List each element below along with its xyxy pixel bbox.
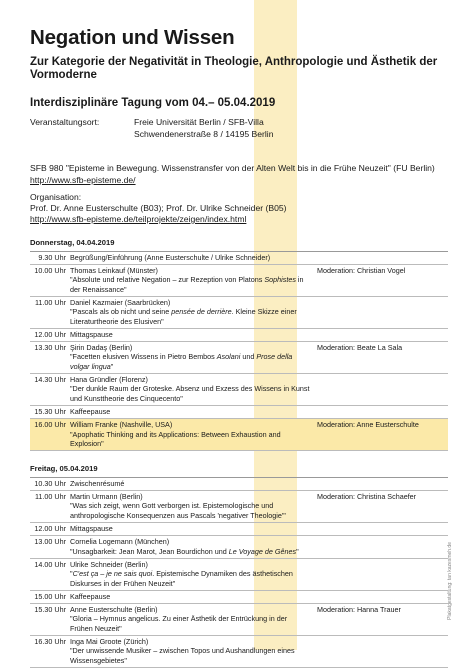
entry-speaker: Cornelia Logemann (München) bbox=[70, 537, 170, 547]
entry-speaker: Begrüßung/Einführung (Anne Eusterschulte / Ulrike Schneider) bbox=[70, 252, 271, 262]
day-heading: Donnerstag, 04.04.2019 bbox=[30, 238, 448, 252]
entry-talk-title: "Apophatic Thinking and its Applications: Between Exhaustion and Explosion" bbox=[70, 429, 281, 449]
program-entry bbox=[30, 536, 448, 559]
entry-body bbox=[70, 266, 310, 295]
entry-talk-title: "Pascals als ob nicht und seine pensée de derrière. Kleine Skizze einer Literaturtheorie des Elusiven" bbox=[70, 307, 297, 326]
entry-time: 13.00 Uhr bbox=[34, 537, 66, 547]
project-link[interactable]: http://www.sfb-episteme.de/ bbox=[30, 175, 136, 185]
entry-body bbox=[70, 592, 310, 602]
entry-moderation: Moderation: Christian Vogel bbox=[317, 265, 406, 275]
conference-date: Interdisziplinäre Tagung vom 04.– 05.04.2019 bbox=[30, 97, 276, 109]
entry-time: 15.30 Uhr bbox=[34, 407, 66, 417]
program-entry bbox=[30, 297, 448, 329]
entry-talk-title: "Der unwissende Musiker – zwischen Topos und Aushandlungen eines Wissensgebietes" bbox=[70, 646, 295, 665]
entry-speaker: Kaffeepause bbox=[70, 591, 111, 601]
entry-speaker: Anne Eusterschulte (Berlin) bbox=[70, 604, 158, 614]
program-entry bbox=[30, 342, 448, 374]
entry-body bbox=[70, 537, 310, 556]
venue-label: Veranstaltungsort: bbox=[30, 117, 100, 127]
program-entry bbox=[30, 523, 448, 536]
venue-block bbox=[30, 116, 448, 140]
entry-speaker: Kaffeepause bbox=[70, 407, 111, 417]
entry-time: 12.00 Uhr bbox=[34, 523, 66, 533]
entry-time: 15.30 Uhr bbox=[34, 604, 66, 614]
program-entry bbox=[30, 265, 448, 297]
entry-speaker: Zwischenrésumé bbox=[70, 478, 125, 488]
day-heading: Freitag, 05.04.2019 bbox=[30, 464, 448, 478]
entry-time: 15.00 Uhr bbox=[34, 591, 66, 601]
venue-line-2: Schwendenerstraße 8 / 14195 Berlin bbox=[134, 129, 274, 139]
entry-body bbox=[70, 407, 310, 417]
poster-content bbox=[30, 26, 448, 668]
program-entry bbox=[30, 374, 448, 406]
project-text: SFB 980 "Episteme in Bewegung. Wissenstransfer von der Alten Welt bis in die Frühe Neuzeit" (FU Berlin) bbox=[30, 163, 435, 173]
entry-body bbox=[70, 330, 310, 340]
entry-time: 11.00 Uhr bbox=[34, 297, 66, 307]
entry-time: 12.00 Uhr bbox=[34, 329, 66, 339]
entry-speaker: Inga Mai Groote (Zürich) bbox=[70, 636, 149, 646]
entry-speaker: Daniel Kazmaier (Saarbrücken) bbox=[70, 297, 171, 307]
venue-line-1: Freie Universität Berlin / SFB-Villa bbox=[134, 117, 264, 127]
entry-body bbox=[70, 253, 310, 263]
entry-body bbox=[70, 298, 310, 327]
program-entry bbox=[30, 636, 448, 668]
entry-talk-title: "Absolute und relative Negation – zur Rezeption von Platons Sophistes in der Renaissance" bbox=[70, 275, 304, 294]
program-entry bbox=[30, 604, 448, 636]
entry-body bbox=[70, 637, 310, 666]
program-entry bbox=[30, 591, 448, 604]
entry-body bbox=[70, 375, 310, 404]
entry-talk-title: "C'est ça – je ne sais quoi. Epistemische Dynamiken des ästhetischen Diskurses in der Frühen Neuzeit" bbox=[70, 569, 293, 588]
entry-moderation: Moderation: Christina Schaefer bbox=[317, 491, 417, 501]
entry-body bbox=[70, 560, 310, 589]
entry-moderation: Moderation: Hanna Trauer bbox=[317, 604, 401, 614]
page-subtitle: Zur Kategorie der Negativität in Theologie, Anthropologie und Ästhetik der Vormoderne bbox=[30, 56, 438, 81]
design-credit: Plakatgestaltung: tan kazesmeh.de bbox=[447, 542, 453, 620]
entry-time: 9.30 Uhr bbox=[38, 252, 66, 262]
program-entry bbox=[30, 329, 448, 342]
organisation-names: Prof. Dr. Anne Eusterschulte (B03); Prof. Dr. Ulrike Schneider (B05) bbox=[30, 203, 287, 213]
program-entry bbox=[30, 478, 448, 491]
organisation-label: Organisation: bbox=[30, 192, 82, 202]
entry-talk-title: "Unsagbarkeit: Jean Marot, Jean Bourdichon und Le Voyage de Gênes" bbox=[70, 546, 299, 556]
program-entry bbox=[30, 406, 448, 419]
entry-speaker: Ulrike Schneider (Berlin) bbox=[70, 559, 148, 569]
entry-body bbox=[70, 524, 310, 534]
entry-speaker: Thomas Leinkauf (Münster) bbox=[70, 265, 158, 275]
organisation-block bbox=[30, 192, 448, 225]
organisation-link[interactable]: http://www.sfb-episteme.de/teilprojekte/zeigen/index.html bbox=[30, 214, 247, 224]
entry-body bbox=[70, 420, 310, 449]
entry-time: 13.30 Uhr bbox=[34, 342, 66, 352]
program-entry bbox=[30, 559, 448, 591]
entry-speaker: Şirin Dadaş (Berlin) bbox=[70, 342, 133, 352]
entry-time: 10.30 Uhr bbox=[34, 478, 66, 488]
entry-body bbox=[70, 605, 310, 634]
program-entry bbox=[30, 419, 448, 451]
program-entry bbox=[30, 491, 448, 523]
program-entry bbox=[30, 252, 448, 265]
entry-time: 10.00 Uhr bbox=[34, 265, 66, 275]
entry-time: 14.30 Uhr bbox=[34, 374, 66, 384]
entry-speaker: Hana Gründler (Florenz) bbox=[70, 374, 148, 384]
entry-speaker: William Franke (Nashville, USA) bbox=[70, 420, 173, 430]
entry-talk-title: "Facetten elusiven Wissens in Pietro Bembos Asolani und Prose della volgar lingua" bbox=[70, 352, 293, 371]
entry-moderation: Moderation: Beate La Sala bbox=[317, 342, 403, 352]
entry-talk-title: "Was sich zeigt, wenn Gott verborgen ist. Epistemologische und anthropologische Konsequenzen aus Pascals 'negativer Theologie'" bbox=[70, 501, 286, 520]
entry-time: 16.30 Uhr bbox=[34, 636, 66, 646]
entry-body bbox=[70, 492, 310, 521]
program bbox=[30, 238, 448, 668]
entry-speaker: Martin Urmann (Berlin) bbox=[70, 491, 143, 501]
entry-body bbox=[70, 479, 310, 489]
entry-talk-title: "Gloria – Hymnus angelicus. Zu einer Ästhetik der Entrückung in der Frühen Neuzeit" bbox=[70, 614, 288, 633]
entry-speaker: Mittagspause bbox=[70, 329, 113, 339]
entry-time: 16.00 Uhr bbox=[34, 420, 66, 430]
page-title: Negation und Wissen bbox=[30, 26, 235, 49]
entry-time: 11.00 Uhr bbox=[34, 491, 66, 501]
entry-body bbox=[70, 343, 310, 372]
project-block bbox=[30, 162, 448, 186]
entry-speaker: Mittagspause bbox=[70, 523, 113, 533]
entry-talk-title: "Der dunkle Raum der Groteske. Absenz und Exzess des Wissens in Kunst und Kunsttheorie des Cinquecento" bbox=[70, 384, 310, 403]
entry-moderation: Moderation: Anne Eusterschulte bbox=[317, 420, 419, 430]
entry-time: 14.00 Uhr bbox=[34, 559, 66, 569]
